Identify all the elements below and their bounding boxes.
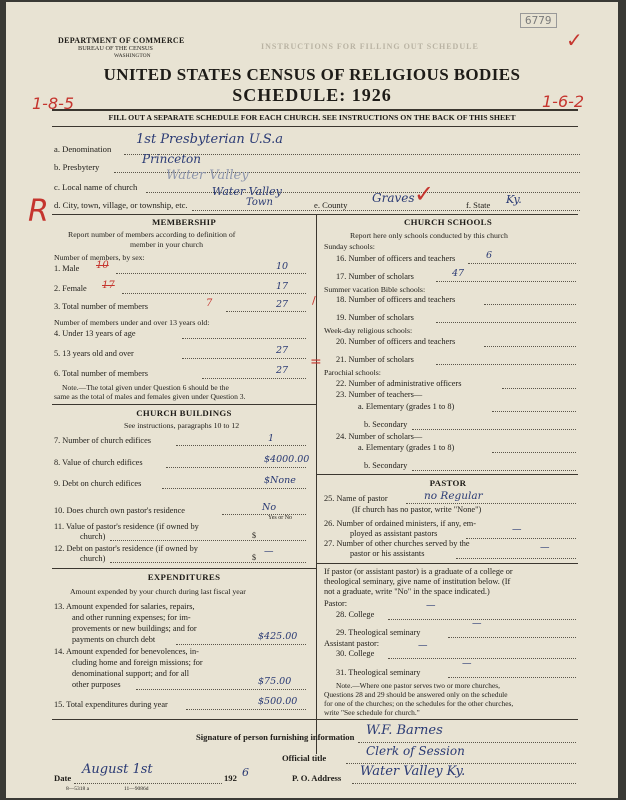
dots-total-members xyxy=(226,311,306,312)
value-16[interactable]: 6 xyxy=(486,250,493,261)
address-label: P. O. Address xyxy=(292,773,342,783)
dots-address xyxy=(352,783,576,784)
rule-footer xyxy=(52,719,578,720)
row-14b: cluding home and foreign missions; for xyxy=(72,658,203,667)
value-13[interactable]: $425.00 xyxy=(258,631,298,642)
row-17: 17. Number of scholars xyxy=(336,272,414,281)
dots-under-13 xyxy=(182,338,306,339)
dots-24b xyxy=(412,470,576,471)
dots-debt-residence xyxy=(110,562,306,563)
row-20: 20. Number of officers and teachers xyxy=(336,337,456,346)
signature-value[interactable]: W.F. Barnes xyxy=(366,723,443,738)
value-county[interactable]: Graves xyxy=(372,191,415,205)
row-31: 31. Theological seminary xyxy=(336,668,421,677)
value-presbytery[interactable]: Princeton xyxy=(142,152,201,166)
label-denomination: a. Denomination xyxy=(54,144,112,154)
dash-30: — xyxy=(418,640,428,651)
dollar-11: $ xyxy=(252,531,256,540)
row-female: 2. Female xyxy=(54,284,87,293)
faint-bleed: INSTRUCTIONS FOR FILLING OUT SCHEDULE xyxy=(261,42,479,51)
dots-date xyxy=(74,783,222,784)
title-value[interactable]: Clerk of Session xyxy=(366,744,465,758)
dots-female xyxy=(122,293,306,294)
value-female[interactable]: 17 xyxy=(276,281,289,292)
row-value-residence-cont: church) xyxy=(80,532,106,541)
value-owns-residence[interactable]: No xyxy=(262,502,277,513)
row-26b: ployed as assistant pastors xyxy=(350,529,438,538)
value-17[interactable]: 47 xyxy=(452,268,465,279)
dots-14 xyxy=(136,689,306,690)
dots-21 xyxy=(436,364,576,365)
dash-31: — xyxy=(462,658,472,669)
print-number: 11—9086d xyxy=(124,786,149,792)
buildings-sub: See instructions, paragraphs 10 to 12 xyxy=(124,421,240,430)
red-tick-3: / xyxy=(312,294,316,307)
row-25b: (If church has no pastor, write "None") xyxy=(352,505,482,514)
membership-intro-2: member in your church xyxy=(130,240,203,249)
address-value[interactable]: Water Valley Ky. xyxy=(360,764,466,779)
dots-value-edifices xyxy=(166,467,306,468)
dots-29 xyxy=(448,637,576,638)
buildings-heading: CHURCH BUILDINGS xyxy=(136,408,232,418)
row-30: 30. College xyxy=(336,649,375,658)
value-25[interactable]: no Regular xyxy=(424,490,483,502)
right-code: 1-6-2 xyxy=(542,92,585,111)
row-edifices: 7. Number of church edifices xyxy=(54,436,151,445)
parochial-schools: Parochial schools: xyxy=(324,368,381,377)
label-county: e. County xyxy=(314,200,348,210)
census-schedule-form xyxy=(6,2,618,798)
dots-23a xyxy=(492,411,576,412)
dots-22 xyxy=(502,388,576,389)
title-label: Official title xyxy=(282,753,327,763)
dash-28: — xyxy=(426,600,436,611)
row-debt-residence-cont: church) xyxy=(80,554,106,563)
dots-edifices xyxy=(176,445,306,446)
rule-top xyxy=(52,109,578,111)
form-subtitle: SCHEDULE: 1926 xyxy=(232,85,392,105)
summer-schools: Summer vacation Bible schools: xyxy=(324,285,426,294)
membership-heading: MEMBERSHIP xyxy=(151,217,217,227)
city-line: WASHINGTON xyxy=(114,53,151,59)
row-14a: 14. Amount expended for benevolences, in- xyxy=(54,647,199,656)
value-14[interactable]: $75.00 xyxy=(258,676,292,687)
row-16: 16. Number of officers and teachers xyxy=(336,254,456,263)
value-debt-edifices[interactable]: $None xyxy=(264,475,296,486)
label-city: d. City, town, village, or township, etc. xyxy=(54,200,188,210)
dots-24a xyxy=(492,452,576,453)
value-value-edifices[interactable]: $4000.00 xyxy=(264,454,310,465)
value-local-name[interactable]: Water Valley xyxy=(166,168,249,183)
label-presbytery: b. Presbytery xyxy=(54,162,100,172)
rule-pastor xyxy=(316,474,578,475)
year-printed: 192 xyxy=(224,773,237,783)
dots-15 xyxy=(186,709,306,710)
row-debt-edifices: 9. Debt on church edifices xyxy=(54,479,142,488)
dept-line: DEPARTMENT OF COMMERCE xyxy=(58,36,185,45)
row-14d: other purposes xyxy=(72,680,121,689)
dash-12: — xyxy=(264,546,274,557)
label-state: f. State xyxy=(466,200,491,210)
schools-intro: Report here only schools conducted by this church xyxy=(350,231,508,240)
row-13a: 13. Amount expended for salaries, repairs, xyxy=(54,602,195,611)
expenditures-sub: Amount expended by your church during last fiscal year xyxy=(70,587,246,596)
dots-13 xyxy=(176,644,306,645)
sunday-schools: Sunday schools: xyxy=(324,242,375,251)
row-18: 18. Number of officers and teachers xyxy=(336,295,456,304)
draft-male: 10 xyxy=(96,260,109,271)
membership-note-2: same as the total of males and females given under Question 3. xyxy=(54,392,246,401)
members-by-sex: Number of members, by sex: xyxy=(54,253,145,262)
row-23b: b. Secondary xyxy=(364,420,408,429)
row-value-residence: 11. Value of pastor's residence (if owned by xyxy=(54,522,199,531)
grad-line-1: If pastor (or assistant pastor) is a graduate of a college or xyxy=(324,567,513,576)
pastor-heading: PASTOR xyxy=(429,478,467,488)
rule-under-instruction xyxy=(52,126,578,127)
pastor-note-1: Note.—Where one pastor serves two or more churches, xyxy=(336,681,500,690)
dots-28 xyxy=(388,619,576,620)
weekday-schools: Week-day religious schools: xyxy=(324,326,413,335)
dots-total-6 xyxy=(202,378,306,379)
dots-19 xyxy=(436,322,576,323)
dots-27 xyxy=(456,558,576,559)
value-15[interactable]: $500.00 xyxy=(258,696,298,707)
left-code: 1-8-5 xyxy=(32,94,75,113)
expenditures-heading: EXPENDITURES xyxy=(147,572,221,582)
dash-27: — xyxy=(540,542,550,553)
membership-intro-1: Report number of members according to definition of xyxy=(68,230,236,239)
dots-13-over xyxy=(182,358,306,359)
pastor-note-2: Questions 28 and 29 should be answered only on the schedule xyxy=(324,690,508,699)
instruction-line: FILL OUT A SEPARATE SCHEDULE FOR EACH CHURCH. SEE INSTRUCTIONS ON THE BACK OF THIS SHEET xyxy=(108,113,516,122)
signature-label: Signature of person furnishing information xyxy=(196,732,355,742)
value-male[interactable]: 10 xyxy=(276,261,289,272)
blank-city xyxy=(192,210,580,211)
dots-25 xyxy=(406,503,576,504)
grad-line-2: theological seminary, give name of institution below. (If xyxy=(324,577,511,586)
dots-17 xyxy=(436,281,576,282)
dash-26: — xyxy=(512,524,522,535)
pastor-note-3: for one of the churches; on the schedules for the other churches, xyxy=(324,699,514,708)
dots-20 xyxy=(484,346,576,347)
dots-30 xyxy=(388,658,576,659)
dollar-12: $ xyxy=(252,553,256,562)
row-27b: pastor or his assistants xyxy=(350,549,425,558)
row-13b: and other running expenses; for im- xyxy=(72,613,191,622)
value-total-members[interactable]: 27 xyxy=(276,299,289,310)
row-22: 22. Number of administrative officers xyxy=(336,379,462,388)
row-15: 15. Total expenditures during year xyxy=(54,700,168,709)
value-state[interactable]: Ky. xyxy=(506,193,522,206)
row-24b: b. Secondary xyxy=(364,461,408,470)
dots-owns-residence xyxy=(222,514,306,515)
bureau-line: BUREAU OF THE CENSUS xyxy=(78,45,153,52)
value-city[interactable]: Town xyxy=(246,197,273,208)
value-total-6[interactable]: 27 xyxy=(276,365,289,376)
label-local-name: c. Local name of church xyxy=(54,182,138,192)
row-26a: 26. Number of ordained ministers, if any, em- xyxy=(324,519,476,528)
stamp-number: 6779 xyxy=(520,13,557,28)
row-23: 23. Number of teachers— xyxy=(336,390,423,399)
row-14c: denominational support; and for all xyxy=(72,669,190,678)
year-written[interactable]: 6 xyxy=(242,766,249,779)
form-number: 8—5318 a xyxy=(66,786,90,792)
row-19: 19. Number of scholars xyxy=(336,313,414,322)
rule-buildings xyxy=(52,404,316,405)
row-male: 1. Male xyxy=(54,264,80,273)
dots-26 xyxy=(466,538,576,539)
row-24a: a. Elementary (grades 1 to 8) xyxy=(358,443,455,452)
row-value-edifices: 8. Value of church edifices xyxy=(54,458,143,467)
assistant-label: Assistant pastor: xyxy=(324,639,380,648)
row-29: 29. Theological seminary xyxy=(336,628,421,637)
form-title: UNITED STATES CENSUS OF RELIGIOUS BODIES xyxy=(103,65,521,84)
value-denomination[interactable]: 1st Presbyterian U.S.a xyxy=(136,132,284,147)
row-under-13: 4. Under 13 years of age xyxy=(54,329,136,338)
rule-sections xyxy=(52,214,578,215)
yes-no-hint: Yes or No xyxy=(268,515,293,521)
row-21: 21. Number of scholars xyxy=(336,355,414,364)
value-city-above[interactable]: Water Valley xyxy=(212,185,282,198)
row-debt-residence: 12. Debt on pastor's residence (if owned by xyxy=(54,544,198,553)
dots-male xyxy=(116,273,306,274)
row-27a: 27. Number of other churches served by the xyxy=(324,539,470,548)
value-13-over[interactable]: 27 xyxy=(276,345,289,356)
dots-18 xyxy=(484,304,576,305)
check-mark-county: ✓ xyxy=(414,180,435,208)
check-mark-top: ✓ xyxy=(566,28,583,52)
age-header: Number of members under and over 13 years old: xyxy=(54,318,210,327)
row-13d: payments on church debt xyxy=(72,635,156,644)
dash-29: — xyxy=(472,618,482,629)
row-24: 24. Number of scholars— xyxy=(336,432,423,441)
date-value[interactable]: August 1st xyxy=(82,762,153,777)
dots-23b xyxy=(412,429,576,430)
date-label: Date xyxy=(54,773,72,783)
dots-16 xyxy=(468,263,576,264)
dots-signature xyxy=(358,742,576,743)
row-23a: a. Elementary (grades 1 to 8) xyxy=(358,402,455,411)
draft-total: 7 xyxy=(206,298,213,309)
column-divider xyxy=(316,214,317,754)
value-edifices[interactable]: 1 xyxy=(268,433,275,444)
schools-heading: CHURCH SCHOOLS xyxy=(403,217,493,227)
row-28: 28. College xyxy=(336,610,375,619)
membership-note-1: Note.—The total given under Question 6 should be the xyxy=(62,383,229,392)
pastor-note-4: write "See schedule for church." xyxy=(324,708,420,717)
r-mark: R xyxy=(28,194,49,229)
row-total-members: 3. Total number of members xyxy=(54,302,148,311)
dots-debt-edifices xyxy=(162,488,306,489)
rule-graduate xyxy=(316,563,578,564)
draft-female: 17 xyxy=(102,280,115,291)
dots-31 xyxy=(448,677,576,678)
row-owns-residence: 10. Does church own pastor's residence xyxy=(54,506,185,515)
row-25: 25. Name of pastor xyxy=(324,494,388,503)
dots-value-residence xyxy=(110,540,306,541)
red-mark-6: = xyxy=(310,354,322,370)
pastor-label: Pastor: xyxy=(324,599,348,608)
row-total-6: 6. Total number of members xyxy=(54,369,148,378)
row-13-over: 5. 13 years old and over xyxy=(54,349,134,358)
grad-line-3: not a graduate, write "No" in the space indicated.) xyxy=(324,587,490,596)
row-13c: provements or new buildings; and for xyxy=(72,624,197,633)
rule-expenditures xyxy=(52,568,316,569)
